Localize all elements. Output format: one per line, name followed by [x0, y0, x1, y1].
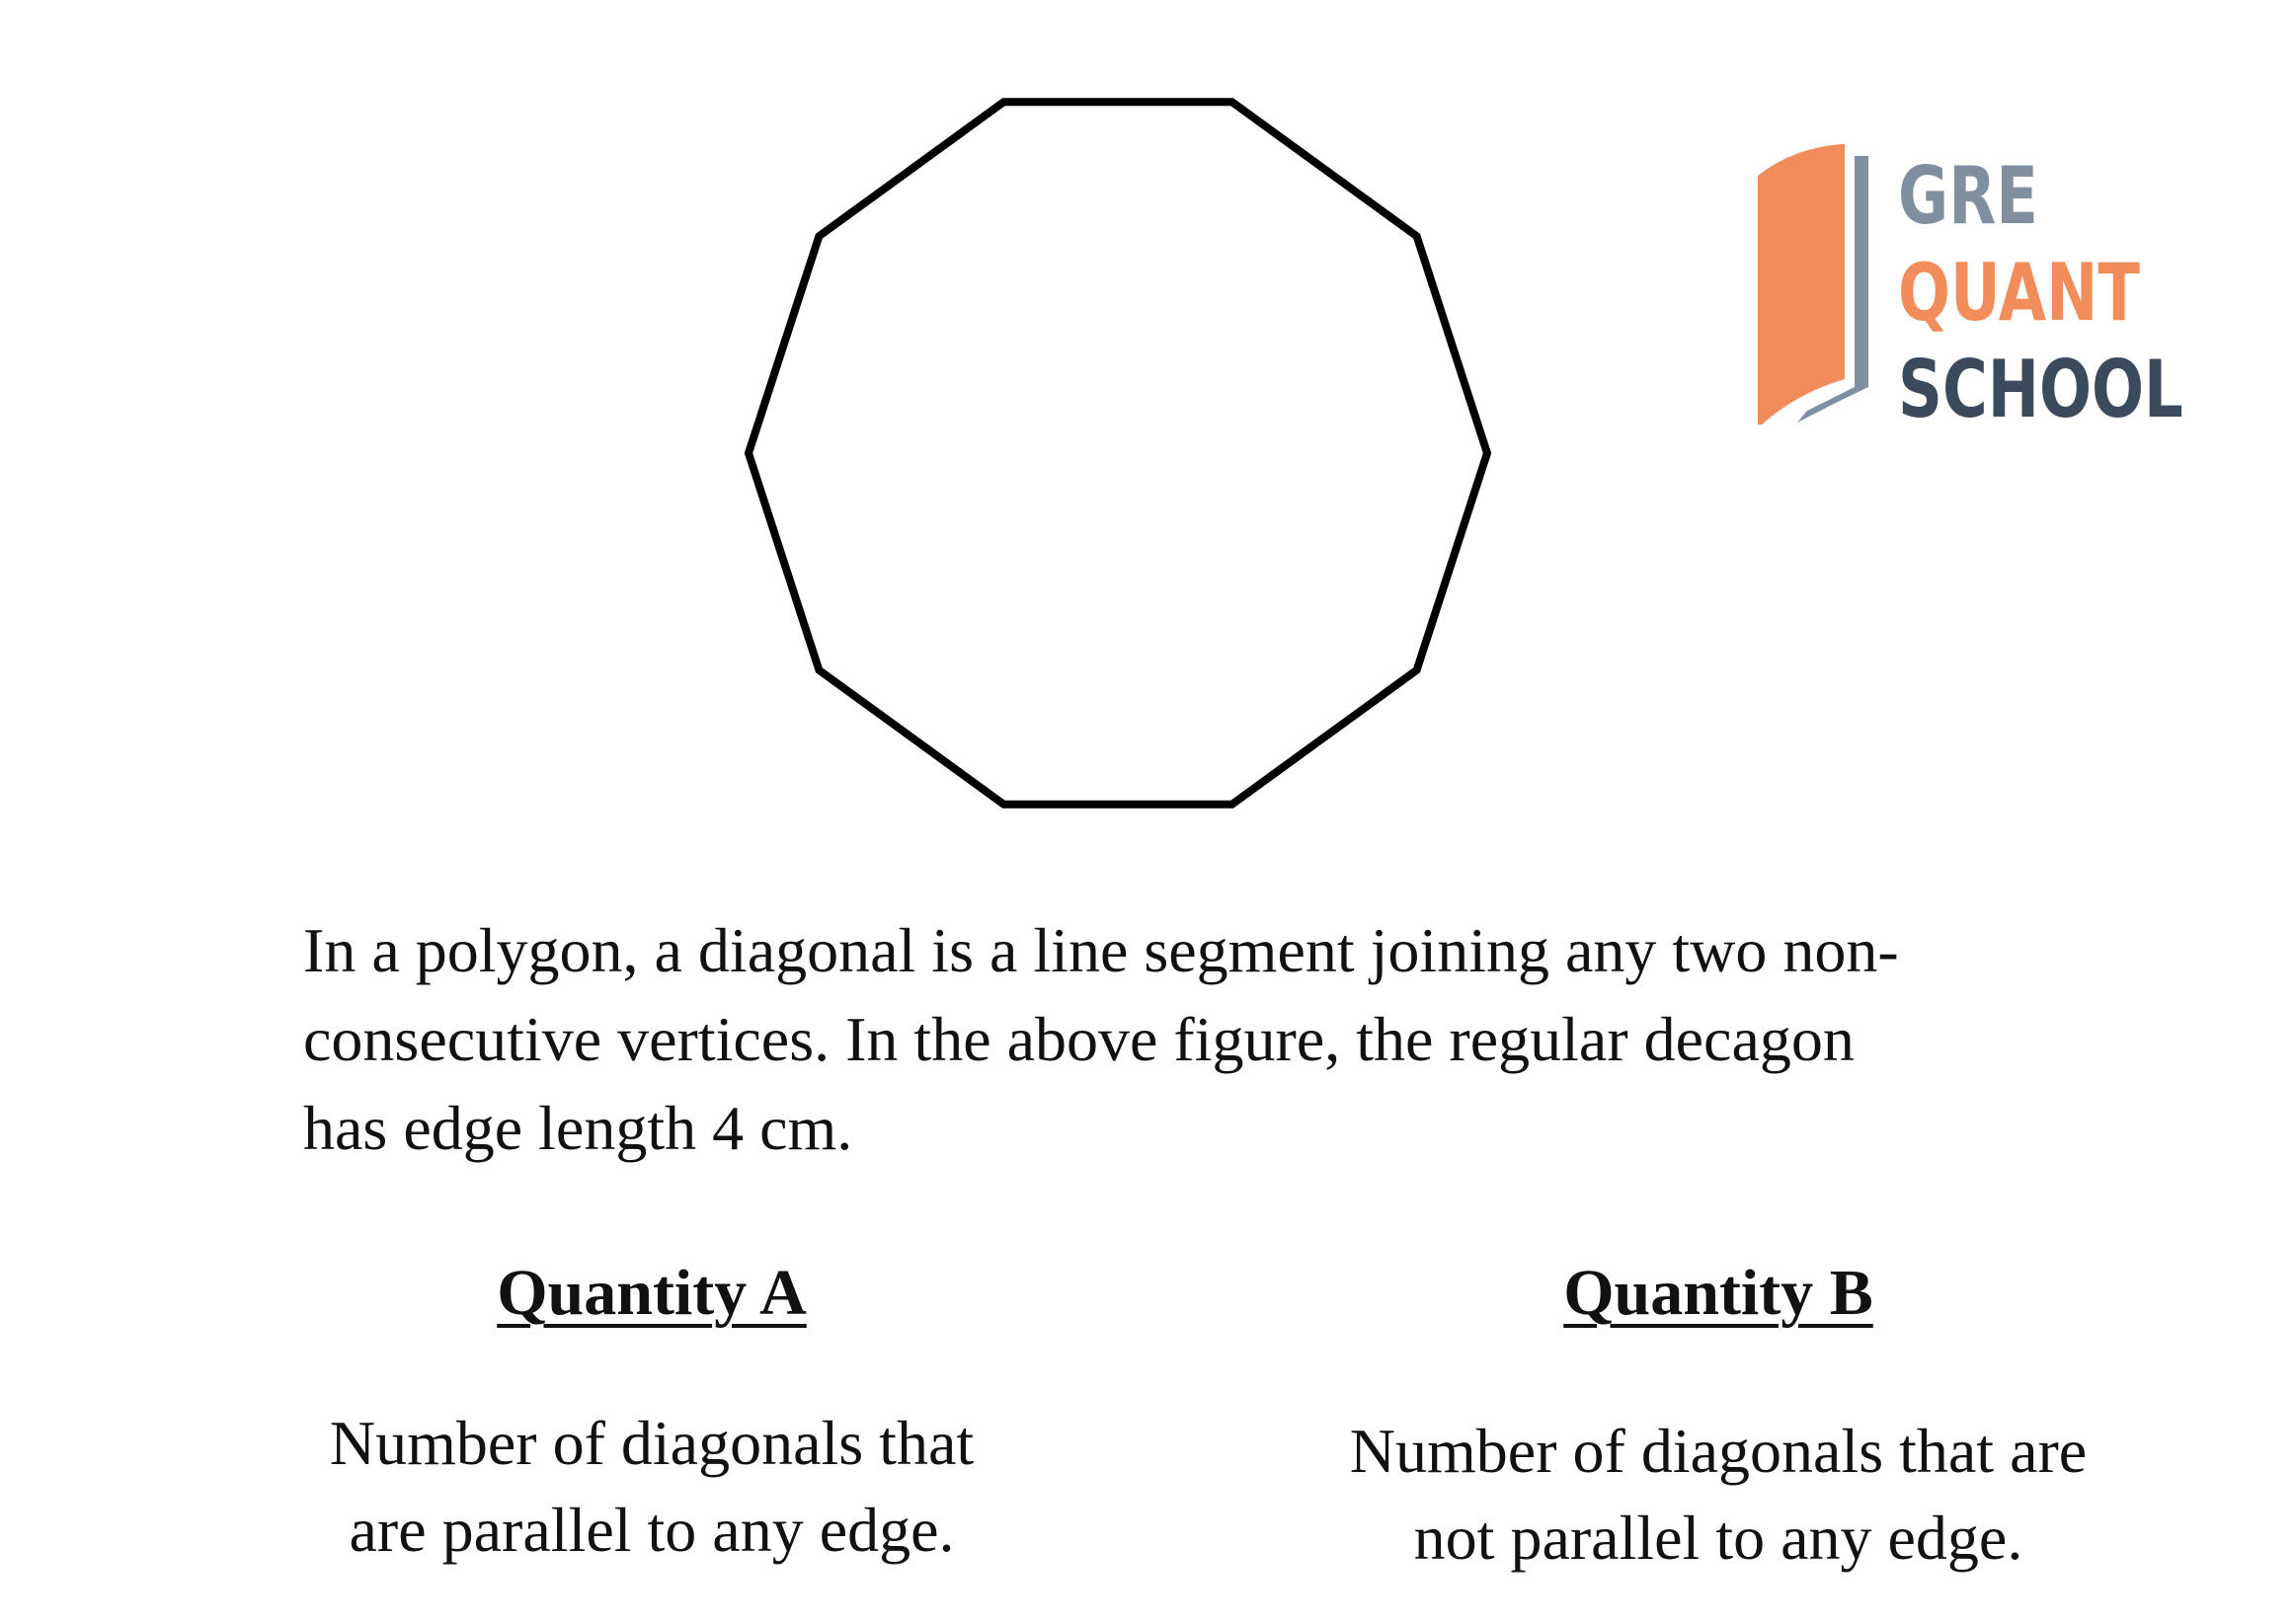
quantity-b-line-1: Number of diagonals that are [1349, 1416, 2088, 1486]
quantity-a-column [247, 1254, 1057, 1574]
quantity-b-text [1244, 1408, 2192, 1582]
logo-word-quant: QUANT [1898, 247, 2140, 339]
quantity-a-heading: Quantity A [497, 1257, 807, 1329]
regular-decagon [749, 102, 1487, 804]
question-line-1: In a polygon, a diagonal is a line segment joining any two non- [303, 915, 1899, 985]
logo-wordmark [1898, 148, 2183, 438]
quantity-a-line-1: Number of diagonals that [329, 1408, 975, 1478]
quantity-b-heading: Quantity B [1563, 1257, 1873, 1329]
question-line-2: consecutive vertices. In the above figure, the regular decagon [303, 1004, 1855, 1074]
logo-book-orange-page [1758, 144, 1845, 425]
question-line-3: has edge length 4 cm. [303, 1093, 853, 1163]
logo-word-school: SCHOOL [1898, 344, 2183, 435]
logo-word-gre: GRE [1898, 150, 2038, 242]
quantity-a-line-2: are parallel to any edge. [349, 1495, 955, 1565]
question-text [303, 906, 2041, 1173]
quantity-b-line-2: not parallel to any edge. [1413, 1503, 2023, 1573]
quantity-a-text [247, 1400, 1057, 1574]
quantity-b-column [1244, 1254, 2192, 1582]
